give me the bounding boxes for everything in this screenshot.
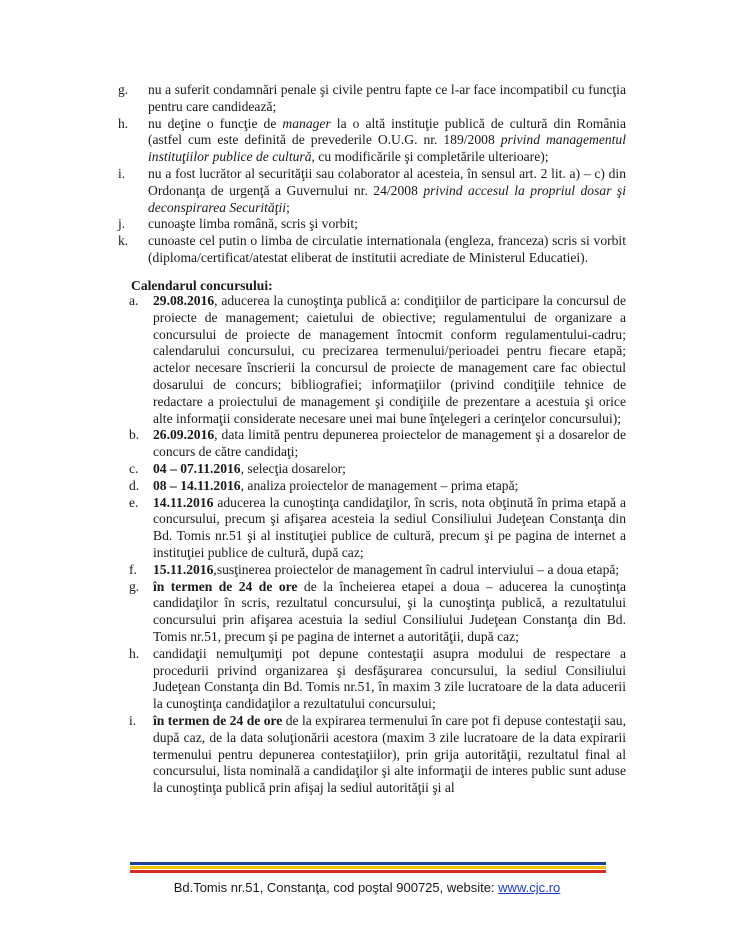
list-item bbox=[118, 166, 626, 216]
list-item bbox=[131, 579, 626, 646]
item-marker: a. bbox=[129, 293, 139, 308]
requirements-list bbox=[118, 82, 626, 267]
item-text: nu deţine o funcţie de bbox=[148, 115, 283, 131]
list-item bbox=[131, 461, 626, 478]
footer-bar-blue bbox=[130, 862, 606, 865]
item-marker: c. bbox=[129, 460, 139, 476]
footer-bar-red bbox=[130, 870, 606, 873]
item-text: de la încheierea etapei a doua – aducerea la cunoştinţa candidaţilor în scris, rezultatul concursului, şi la cunoştinţa publică, a rezultatului concursului prin afişarea acestuia la sediul Consiliului Judeţean Constanţa din Bd. Tomis nr.51, precum şi pe pagina de internet a autorităţii, după caz; bbox=[153, 578, 626, 644]
item-text: cunoaste cel putin o limba de circulatie internationala (engleza, franceza) scris si vorbit (diploma/certificat/atestat eliberat de institutii acrediate de Ministerul Educatiei). bbox=[148, 233, 626, 265]
item-date: 29.08.2016 bbox=[153, 293, 215, 308]
list-item bbox=[131, 478, 626, 495]
item-date: 04 – 07.11.2016 bbox=[153, 460, 241, 476]
list-item bbox=[131, 427, 626, 461]
item-marker: b. bbox=[129, 427, 140, 443]
item-text: cunoaşte limba română, scris şi vorbit; bbox=[148, 216, 358, 232]
item-text: aducerea la cunoştinţa candidaţilor, în scris, nota obţinută în prima etapă a concursului, precum şi afişarea acesteia la sediul Consiliului Judeţean Constanţa din Bd. Tomis nr.51 şi al instituţiei publice de cultură, precum şi pe pagina de internet a instituţiei publice de cultură, după caz; bbox=[153, 494, 626, 560]
list-item bbox=[118, 82, 626, 116]
item-date: 15.11.2016 bbox=[153, 561, 214, 577]
item-marker: j. bbox=[118, 216, 126, 232]
list-item bbox=[131, 713, 626, 797]
item-marker: h. bbox=[118, 115, 129, 131]
footer-bar-yellow bbox=[130, 866, 606, 869]
item-deadline: în termen de 24 de ore bbox=[153, 712, 283, 728]
item-text: , cu modificările şi completările ulterioare); bbox=[311, 149, 549, 165]
item-marker: k. bbox=[118, 233, 129, 249]
list-item bbox=[131, 562, 626, 579]
item-marker: f. bbox=[129, 561, 137, 577]
item-text: nu a suferit condamnări penale şi civile pentru fapte ce l-ar face incompatibil cu funcţia pentru care candidează; bbox=[148, 82, 626, 114]
item-marker: d. bbox=[129, 477, 140, 493]
item-date: 26.09.2016 bbox=[153, 427, 215, 443]
item-marker: e. bbox=[129, 494, 139, 510]
list-item bbox=[131, 495, 626, 562]
item-marker: i. bbox=[129, 712, 137, 728]
item-text: candidaţii nemulţumiţi pot depune contestaţii asupra modului de respectare a procedurii privind organizarea şi desfăşurarea concursului, la sediul Consiliului Judeţean Constanţa din Bd. Tomis nr.51, în maxim 3 zile lucratoare de la data aducerii la cunoştinţa candidaţilor a rezultatului concursului; bbox=[153, 645, 626, 712]
item-text: la o altă instituţie publică de cultură din România (astfel cum este definită de prevederile O.U.G. nr. 189/2008 bbox=[148, 115, 626, 148]
list-item bbox=[118, 216, 626, 233]
item-text: de la expirarea termenului în care pot fi depuse contestaţii sau, după caz, de la data soluţionării acestora (maxim 3 zile lucratoare de la data expirarii termenului pentru depunerea contestaţiilor), prin grija autorităţii, rezultatul final al concursului, lista nominală a candidaţilor şi alte informaţii de interes public sunt aduse la cunoştinţa publică prin afişaj la sediul autorităţii şi al bbox=[153, 712, 626, 796]
item-text: , aducerea la cunoştinţa publică a: condiţiilor de participare la concursul de proiecte de management; caietului de obiective; regulamentului de organizare a concursului de proiecte de management întocmit conform regulamentului-cadru; calendarului concursului, cu precizarea termenului/perioadei pentru fiecare etapă; actelor necesare înscrierii la concursul de proiecte de management care fac obiectul dosarului de concurs; bibliografiei; informaţiilor (privind condiţiile tehnice de redactare a proiectului de management şi condiţiile de prezentare a acestuia şi orice alte informaţii considerate necesare unei mai bune înţelegeri a cerinţelor concursului); bbox=[153, 293, 626, 426]
list-item bbox=[118, 116, 626, 166]
footer-tricolor-bars bbox=[130, 862, 606, 874]
item-text-italic: privind managementul instituţiilor publice de cultură bbox=[148, 132, 626, 165]
list-item bbox=[131, 293, 626, 427]
item-text: nu a fost lucrător al securităţii sau colaborator al acesteia, în sensul art. 2 lit. a) – c) din Ordonanţa de urgenţă a Guvernului nr. 24/2008 bbox=[148, 165, 626, 198]
item-date: 14.11.2016 bbox=[153, 494, 214, 510]
item-text-italic: privind accesul la propriul dosar şi deconspirarea Securităţii bbox=[148, 182, 626, 215]
item-marker: g. bbox=[129, 578, 140, 594]
item-deadline: în termen de 24 de ore bbox=[153, 578, 298, 594]
footer-website-link[interactable]: www.cjc.ro bbox=[498, 880, 561, 895]
item-text: ,susţinerea proiectelor de management în cadrul interviului – a doua etapă; bbox=[213, 561, 620, 577]
item-marker: g. bbox=[118, 82, 129, 97]
item-text: , analiza proiectelor de management – prima etapă; bbox=[240, 477, 519, 493]
list-item bbox=[131, 646, 626, 713]
item-text-italic: manager bbox=[282, 115, 331, 131]
item-text: , selecţia dosarelor; bbox=[240, 460, 346, 476]
item-text: , data limită pentru depunerea proiectelor de management şi a dosarelor de concurs de către candidaţi; bbox=[153, 427, 626, 460]
item-text: ; bbox=[286, 199, 290, 215]
footer-address: Bd.Tomis nr.51, Constanţa, cod poştal 900725, website: bbox=[173, 880, 499, 895]
calendar-list bbox=[131, 293, 626, 797]
list-item bbox=[118, 233, 626, 267]
item-date: 08 – 14.11.2016 bbox=[153, 477, 241, 493]
calendar-heading: Calendarul concursului: bbox=[131, 278, 273, 293]
item-marker: h. bbox=[129, 645, 140, 661]
item-marker: i. bbox=[118, 165, 126, 181]
page-footer bbox=[0, 880, 734, 895]
